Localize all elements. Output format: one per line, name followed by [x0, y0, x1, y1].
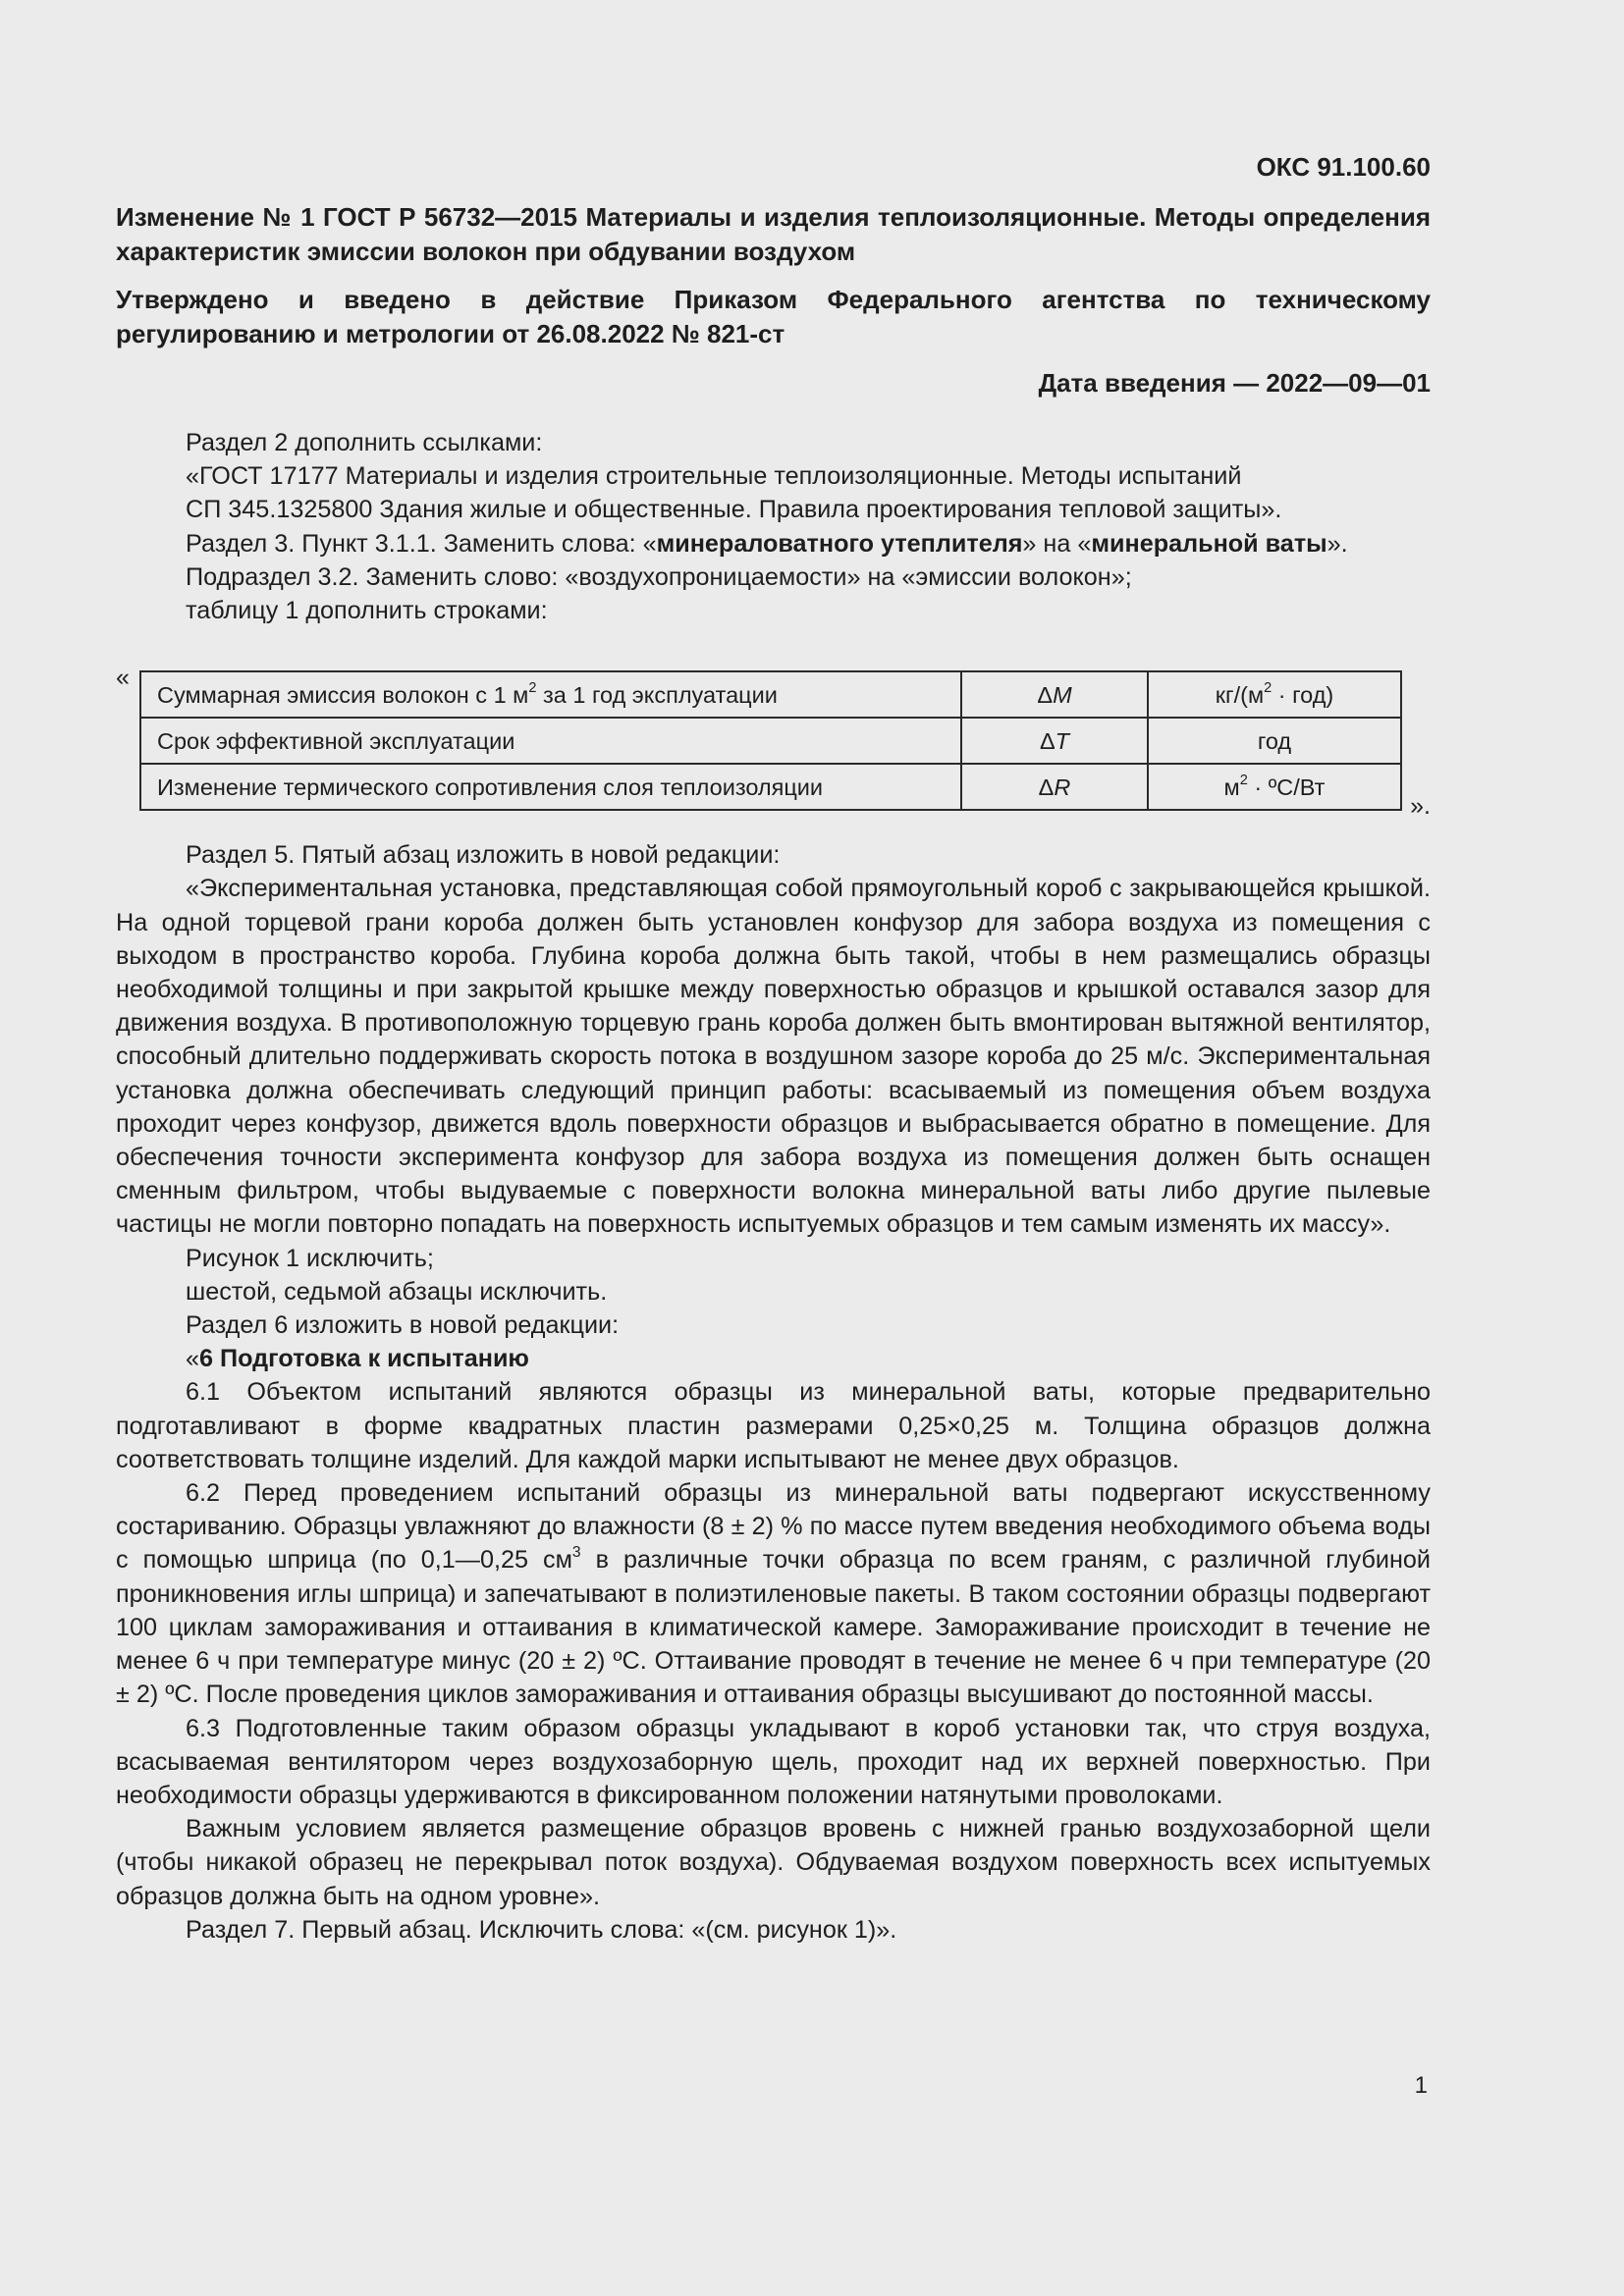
table-cell-unit: $кг/(м^2 \cdot год)$	[1148, 671, 1401, 718]
intro-paragraph-5: Подраздел 3.2. Заменить слово: «воздухопроницаемости» на «эмиссии волокон»;	[186, 562, 1132, 591]
table-cell-symbol: ΔT	[961, 718, 1148, 764]
table-row	[140, 671, 1401, 718]
section6-heading: «6 Подготовка к испытанию	[186, 1345, 529, 1373]
paragraph-6-3: 6.3 Подготовленные таким образом образцы укладывают в короб установки так, что струя воздуха, всасываемая вентилятором через воздухозаборную щель, проходит над их верхней поверхностью. При необходимости образцы удерживаются в фиксированном положении натянутыми проволоками.	[116, 1714, 1431, 1809]
paragraph-6-2: 6.2 Перед проведением испытаний образцы из минеральной ваты подвергают искусственному состариванию. Образцы увлажняют до влажности (8 ± 2) % по массе путем введения необходимого объема воды с помощью шприца (по 0,1—0,25 $см^3$ в различные точки образца по всем граням, с различной глубиной проникновения иглы шприца) и запечатывают в полиэтиленовые пакеты. В таком состоянии образцы подвергают 100 циклам замораживания и оттаивания в климатической камере. Замораживание происходит в течение не менее 6 ч при температуре минус (20 ± 2) ºС. Оттаивание проводят в течение не менее 6 ч при температуре (20 ± 2) ºС. После проведения циклов замораживания и оттаивания образцы высушивают до постоянной массы.	[116, 1479, 1431, 1709]
table-row	[140, 718, 1401, 764]
table-close-quote: ».	[1410, 792, 1431, 821]
table-insert	[116, 664, 1431, 821]
table-cell-unit: год	[1148, 718, 1401, 764]
table-cell-name: Изменение термического сопротивления слоя теплоизоляции	[140, 764, 961, 810]
table-cell-name: Срок эффективной эксплуатации	[140, 718, 961, 764]
section5-paragraph-5: Раздел 6 изложить в новой редакции:	[186, 1311, 620, 1340]
table-cell-symbol: ΔR	[961, 764, 1148, 810]
section5-paragraph-1: Раздел 5. Пятый абзац изложить в новой редакции:	[186, 841, 781, 870]
intro-paragraph-6: таблицу 1 дополнить строками:	[186, 597, 548, 625]
intro-paragraph-1: Раздел 2 дополнить ссылками:	[186, 429, 543, 456]
intro-paragraph-2: «ГОСТ 17177 Материалы и изделия строительные теплоизоляционные. Методы испытаний	[186, 462, 1242, 491]
table-open-quote: «	[116, 664, 130, 692]
approval-statement: Утверждено и введено в действие Приказом Федерального агентства по техническому регулированию и метрологии от 26.08.2022 № 821-ст	[116, 285, 1431, 348]
intro-paragraph-4: Раздел 3. Пункт 3.1.1. Заменить слова: «минераловатного утеплителя» на «минеральной ваты».	[186, 529, 1348, 558]
section5-paragraph-4: шестой, седьмой абзацы исключить.	[186, 1277, 608, 1306]
new-words: минеральной ваты	[1091, 529, 1327, 558]
paragraph-6-4: Важным условием является размещение образцов вровень с нижней гранью воздухозаборной щели (чтобы никакой образец не перекрывал поток воздуха). Обдуваемая воздухом поверхность всех испытуемых образцов должна быть на одном уровне».	[116, 1815, 1431, 1910]
table-cell-name: Суммарная эмиссия волокон с 1 $м^2$ за 1 год эксплуатации	[140, 671, 961, 718]
oks-code: ОКС 91.100.60	[1256, 152, 1431, 182]
table-row	[140, 764, 1401, 810]
intro-paragraph-3: СП 345.1325800 Здания жилые и общественные. Правила проектирования тепловой защиты».	[186, 496, 1282, 524]
section5-paragraph-3: Рисунок 1 исключить;	[186, 1244, 434, 1272]
additional-rows-table	[139, 670, 1402, 811]
table-cell-symbol: ΔM	[961, 671, 1148, 718]
replaced-words: минераловатного утеплителя	[656, 529, 1023, 558]
section7-paragraph: Раздел 7. Первый абзац. Исключить слова: «(см. рисунок 1)».	[186, 1915, 897, 1944]
amendment-title: Изменение № 1 ГОСТ Р 56732—2015 Материалы и изделия теплоизоляционные. Методы определения характеристик эмиссии волокон при обдувании воздухом	[116, 202, 1431, 266]
section5-paragraph-2: «Экспериментальная установка, представляющая собой прямоугольный короб с закрывающейся крышкой. На одной торцевой грани короба должен быть установлен конфузор для забора воздуха из помещения с выходом в пространство короба. Глубина короба должна быть такой, чтобы в нем размещались образцы необходимой толщины и при закрытой крышке между поверхностью образцов и крышкой оставался зазор для движения воздуха. В противоположную торцевую грань короба должен быть вмонтирован вытяжной вентилятор, способный длительно поддерживать скорость потока в воздушном зазоре короба до 25 м/с. Экспериментальная установка должна обеспечивать следующий принцип работы: всасываемый из помещения объем воздуха проходит через конфузор, движется вдоль поверхности образцов и выбрасывается обратно в помещение. Для обеспечения точности эксперимента конфузор для забора воздуха из помещения должен быть оснащен сменным фильтром, чтобы выдуваемые с поверхности волокна минеральной ваты либо другие пылевые частицы не могли повторно попадать на поверхность испытуемых образцов и тем самым изменять их массу».	[116, 875, 1431, 1239]
paragraph-6-1: 6.1 Объектом испытаний являются образцы из минеральной ваты, которые предварительно подготавливают в форме квадратных пластин размерами 0,25×0,25 м. Толщина образцов должна соответствовать толщине изделий. Для каждой марки испытывают не менее двух образцов.	[116, 1378, 1431, 1473]
page-number: 1	[1414, 2072, 1428, 2099]
effective-date: Дата введения — 2022—09—01	[1038, 368, 1431, 398]
table-cell-unit: $м^2$ · ºС/Вт	[1148, 764, 1401, 810]
